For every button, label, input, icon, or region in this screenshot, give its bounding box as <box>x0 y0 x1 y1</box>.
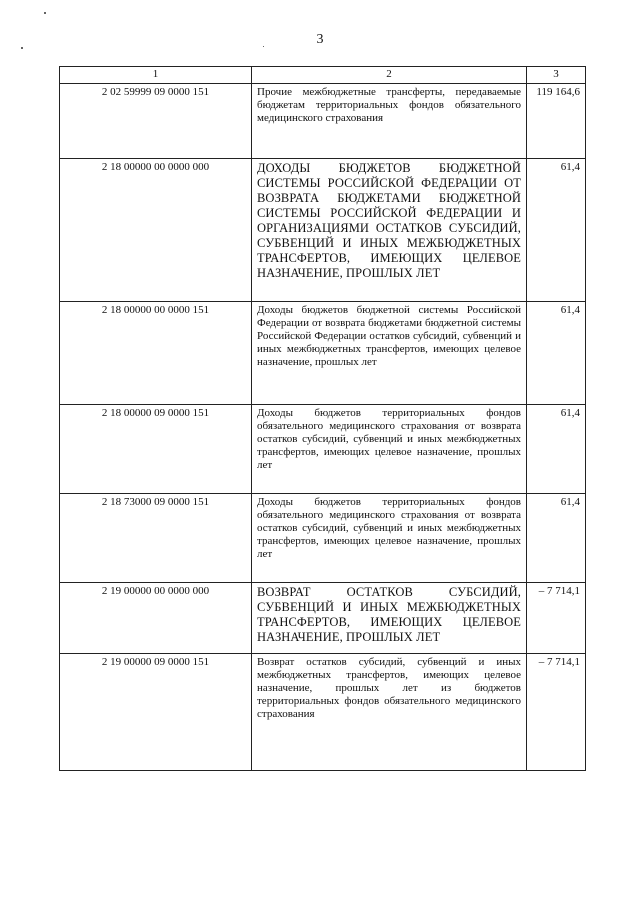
budget-code-cell: 2 18 00000 00 0000 000 <box>60 159 252 302</box>
budget-code-cell: 2 02 59999 09 0000 151 <box>60 84 252 159</box>
table-row <box>60 405 586 494</box>
scan-speck <box>44 12 46 14</box>
amount-cell: 61,4 <box>527 405 586 494</box>
table-row <box>60 159 586 302</box>
column-header-amount: 3 <box>527 67 586 84</box>
amount-cell: 61,4 <box>527 494 586 583</box>
amount-cell: – 7 714,1 <box>527 654 586 771</box>
revenue-name-cell: Доходы бюджетов бюджетной системы Российской Федерации от возврата бюджетами бюджетной системы Российской Федерации остатков субсидий, субвенций и иных межбюджетных трансфертов, имеющих целевое назначение, прошлых лет <box>252 302 527 405</box>
amount-cell: 61,4 <box>527 302 586 405</box>
page-number: 3 <box>316 32 324 47</box>
revenue-name-cell: Возврат остатков субсидий, субвенций и иных межбюджетных трансфертов, имеющих целевое назначение, прошлых лет из бюджетов территориальных фондов обязательного медицинского страхования <box>252 654 527 771</box>
table-row <box>60 583 586 654</box>
revenue-name-cell: Доходы бюджетов территориальных фондов обязательного медицинского страхования от возврата остатков субсидий, субвенций и иных межбюджетных трансфертов, имеющих целевое назначение, прошлых лет <box>252 405 527 494</box>
budget-code-cell: 2 19 00000 09 0000 151 <box>60 654 252 771</box>
column-header-name: 2 <box>252 67 527 84</box>
amount-cell: 61,4 <box>527 159 586 302</box>
table-header-row <box>60 67 586 84</box>
revenue-name-cell: ДОХОДЫ БЮДЖЕТОВ БЮДЖЕТНОЙ СИСТЕМЫ РОССИЙСКОЙ ФЕДЕРАЦИИ ОТ ВОЗВРАТА БЮДЖЕТАМИ БЮДЖЕТНОЙ СИСТЕМЫ РОССИЙСКОЙ ФЕДЕРАЦИИ И ОРГАНИЗАЦИЯМИ ОСТАТКОВ СУБСИДИЙ, СУБВЕНЦИЙ И ИНЫХ МЕЖБЮДЖЕТНЫХ ТРАНСФЕРТОВ, ИМЕЮЩИХ ЦЕЛЕВОЕ НАЗНАЧЕНИЕ, ПРОШЛЫХ ЛЕТ <box>252 159 527 302</box>
revenue-name-cell: Доходы бюджетов территориальных фондов обязательного медицинского страхования от возврата остатков субсидий, субвенций и иных межбюджетных трансфертов, имеющих целевое назначение, прошлых лет <box>252 494 527 583</box>
budget-code-cell: 2 18 73000 09 0000 151 <box>60 494 252 583</box>
amount-cell: – 7 714,1 <box>527 583 586 654</box>
revenue-name-cell: ВОЗВРАТ ОСТАТКОВ СУБСИДИЙ, СУБВЕНЦИЙ И ИНЫХ МЕЖБЮДЖЕТНЫХ ТРАНСФЕРТОВ, ИМЕЮЩИХ ЦЕЛЕВОЕ НАЗНАЧЕНИЕ, ПРОШЛЫХ ЛЕТ <box>252 583 527 654</box>
table-row <box>60 84 586 159</box>
table-row <box>60 302 586 405</box>
budget-code-cell: 2 18 00000 00 0000 151 <box>60 302 252 405</box>
budget-code-cell: 2 18 00000 09 0000 151 <box>60 405 252 494</box>
revenue-name-cell: Прочие межбюджетные трансферты, передаваемые бюджетам территориальных фондов обязательного медицинского страхования <box>252 84 527 159</box>
amount-cell: 119 164,6 <box>527 84 586 159</box>
column-header-code: 1 <box>60 67 252 84</box>
budget-table <box>59 66 586 771</box>
budget-code-cell: 2 19 00000 00 0000 000 <box>60 583 252 654</box>
table-row <box>60 494 586 583</box>
table-row <box>60 654 586 771</box>
